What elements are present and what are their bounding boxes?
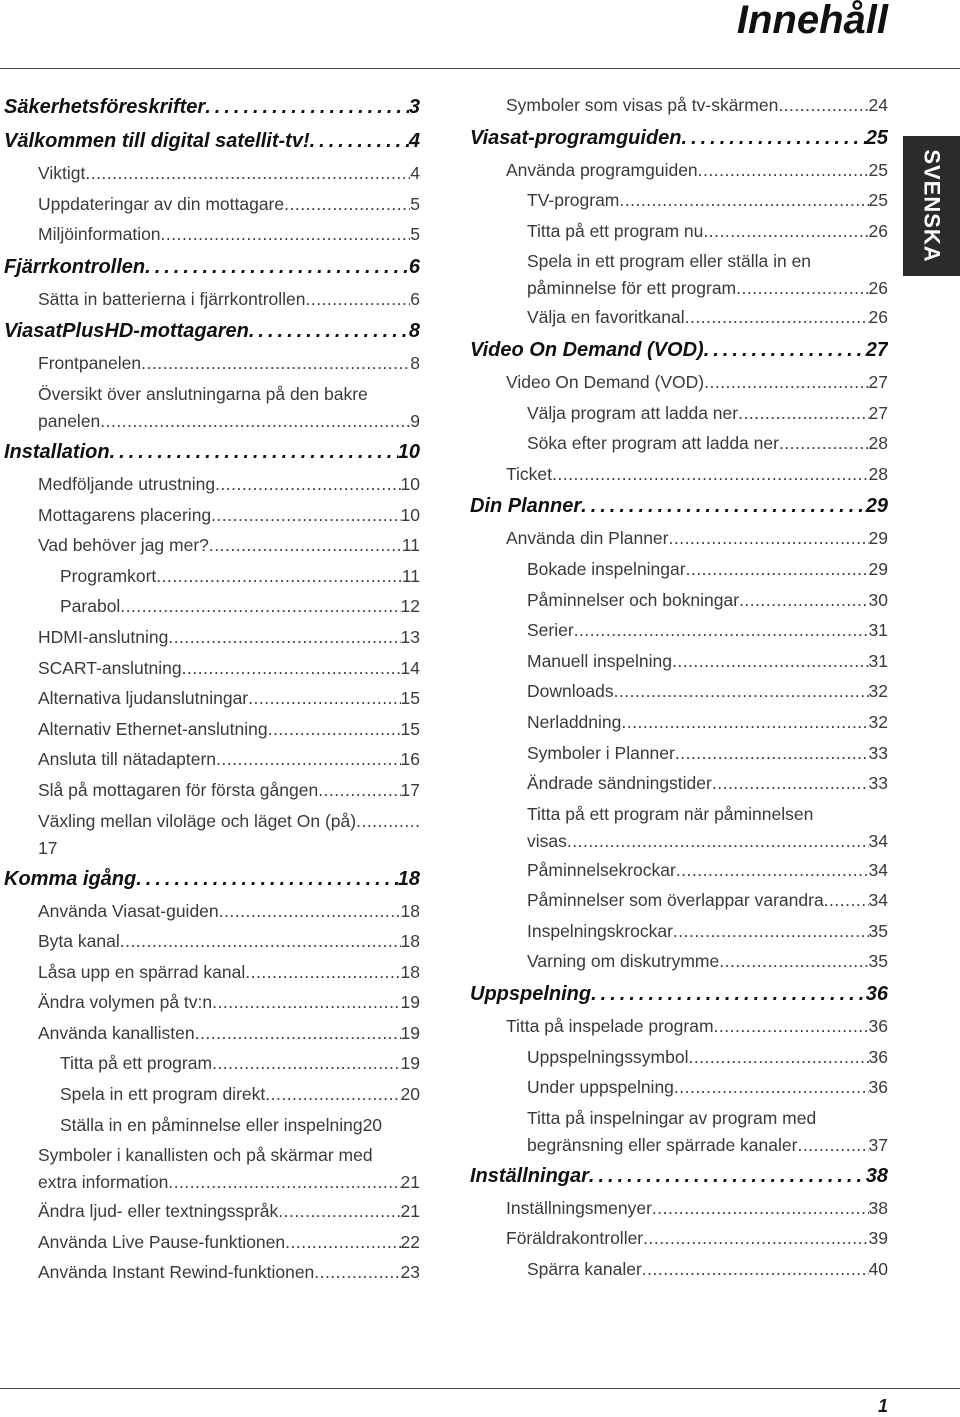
toc-label: Mottagarens placering	[38, 504, 212, 525]
toc-section[interactable]	[4, 90, 420, 124]
toc-entry[interactable]	[4, 1196, 420, 1227]
toc-page: 34	[868, 830, 888, 851]
toc-label: Föräldrakontroller	[506, 1228, 644, 1249]
toc-entry[interactable]	[470, 801, 888, 855]
toc-page: 35	[868, 951, 888, 972]
toc-label: Frontpanelen	[38, 353, 142, 374]
toc-page: 36	[868, 1077, 888, 1098]
toc-section[interactable]	[470, 1159, 888, 1193]
toc-label: Ändrade sändningstider	[527, 773, 712, 794]
toc-entry[interactable]	[4, 1227, 420, 1258]
toc-page: 15	[400, 718, 420, 739]
toc-entry[interactable]	[470, 554, 888, 585]
toc-page: 16	[400, 749, 420, 770]
toc-page: 11	[401, 565, 420, 586]
toc-page: 6	[408, 255, 420, 278]
toc-entry[interactable]	[470, 738, 888, 769]
toc-page: 6	[410, 288, 420, 309]
toc-label: Titta på inspelade program	[506, 1016, 714, 1037]
toc-label: Titta på ett program	[60, 1053, 213, 1074]
toc-page: 19	[400, 1053, 420, 1074]
toc-entry[interactable]	[470, 646, 888, 677]
toc-entry[interactable]	[470, 707, 888, 738]
toc-label: Bokade inspelningar	[527, 558, 686, 579]
toc-label: Påminnelser som överlappar varandra	[527, 890, 824, 911]
toc-page: 26	[868, 278, 888, 299]
toc-label: Downloads	[527, 681, 614, 702]
toc-entry[interactable]	[470, 185, 888, 216]
page-title: Innehåll	[736, 0, 888, 42]
toc-page: 21	[400, 1201, 420, 1222]
toc-entry[interactable]	[4, 1079, 420, 1110]
toc-entry[interactable]	[4, 469, 420, 500]
toc-section[interactable]	[4, 250, 420, 284]
toc-page: 27	[868, 402, 888, 423]
toc-entry[interactable]	[470, 1105, 888, 1159]
toc-label: Viasat-programguiden	[470, 126, 682, 149]
toc-page: 13	[400, 626, 420, 647]
toc-entry[interactable]	[4, 808, 420, 862]
toc-label: Spela in ett program direkt	[60, 1084, 266, 1105]
toc-right-column	[470, 90, 888, 1285]
toc-entry[interactable]	[4, 591, 420, 622]
toc-label-line1: Titta på ett program när påminnelsen	[527, 803, 814, 824]
toc-section[interactable]	[4, 124, 420, 158]
toc-label: Alternativa ljudanslutningar	[38, 688, 249, 709]
language-tab	[903, 136, 960, 276]
toc-entry[interactable]	[4, 1018, 420, 1049]
toc-label: Använda Viasat-guiden	[38, 900, 219, 921]
toc-label-line1: Symboler i kanallisten och på skärmar med	[38, 1145, 373, 1166]
language-tab-label: SVENSKA	[919, 149, 945, 263]
toc-label-line2: påminnelse för ett program	[527, 278, 737, 299]
toc-page: 35	[868, 920, 888, 941]
toc-page: 18	[397, 867, 420, 890]
toc-label: Video On Demand (VOD)	[470, 338, 704, 361]
toc-entry[interactable]	[4, 714, 420, 745]
toc-entry[interactable]	[4, 1110, 420, 1141]
toc-page: 36	[865, 983, 888, 1006]
toc-page: 5	[410, 193, 420, 214]
toc-entry[interactable]	[470, 90, 888, 121]
toc-label-line2: begränsning eller spärrade kanaler	[527, 1134, 798, 1155]
toc-label: Viktigt	[38, 163, 86, 183]
toc-label: Varning om diskutrymme	[527, 951, 720, 972]
toc-entry[interactable]	[4, 1142, 420, 1196]
toc-label: Använda kanallisten	[38, 1022, 195, 1043]
toc-label-line1: Spela in ett program eller ställa in en	[527, 251, 812, 272]
toc-page: 4	[408, 130, 420, 152]
toc-page: 18	[400, 961, 420, 982]
toc-entry[interactable]	[470, 885, 888, 916]
toc-label: Serier	[527, 620, 574, 641]
toc-page: 10	[400, 504, 420, 525]
toc-entry[interactable]	[470, 1193, 888, 1224]
toc-label: Fjärrkontrollen	[4, 255, 146, 278]
toc-page: 32	[868, 711, 888, 732]
toc-page: 33	[868, 773, 888, 794]
toc-entry[interactable]	[4, 957, 420, 988]
toc-label: Påminnelser och bokningar	[527, 589, 740, 610]
top-divider	[0, 68, 960, 69]
toc-label-line2: visas	[527, 830, 567, 851]
toc-page: 31	[868, 620, 888, 641]
toc-entry[interactable]	[470, 459, 888, 490]
toc-label: Använda din Planner	[506, 528, 669, 549]
toc-label: SCART-anslutning	[38, 657, 182, 678]
toc-label: Miljöinformation	[38, 224, 161, 245]
toc-entry[interactable]	[470, 428, 888, 459]
toc-entry[interactable]	[4, 653, 420, 684]
toc-label: Parabol	[60, 596, 121, 617]
toc-label: Byta kanal	[38, 931, 120, 952]
toc-entry[interactable]	[4, 987, 420, 1018]
toc-label: Under uppspelning	[527, 1077, 674, 1098]
toc-label: Spärra kanaler	[527, 1259, 642, 1280]
toc-entry[interactable]	[470, 615, 888, 646]
toc-entry[interactable]	[4, 896, 420, 927]
toc-page: 27	[868, 371, 888, 392]
toc-page: 10	[397, 440, 420, 463]
toc-label: Ändra volymen på tv:n	[38, 992, 213, 1013]
toc-label: Ansluta till nätadaptern	[38, 749, 217, 770]
toc-page: 29	[868, 528, 888, 549]
toc-label-line1: Översikt över anslutningarna på den bakre	[38, 383, 368, 404]
toc-page: 12	[400, 596, 420, 617]
toc-entry[interactable]	[470, 1072, 888, 1103]
toc-page: 3	[408, 96, 420, 118]
toc-entry[interactable]	[470, 855, 888, 886]
toc-entry[interactable]	[4, 500, 420, 531]
toc-page: 5	[410, 224, 420, 245]
toc-page: 28	[868, 433, 888, 454]
toc-page: 36	[868, 1016, 888, 1037]
toc-entry[interactable]	[470, 1042, 888, 1073]
toc-page: 38	[868, 1197, 888, 1218]
toc-label: Installation	[4, 440, 110, 463]
toc-entry[interactable]	[4, 1257, 420, 1288]
toc-entry[interactable]	[4, 744, 420, 775]
toc-entry[interactable]	[470, 946, 888, 977]
toc-label-line2: panelen	[38, 410, 101, 431]
toc-page: 34	[868, 859, 888, 880]
toc-label: Alternativ Ethernet-anslutning	[38, 718, 268, 739]
toc-page: 38	[865, 1164, 888, 1187]
toc-page: 26	[868, 307, 888, 328]
toc-label: Ställa in en påminnelse eller inspelning	[60, 1114, 363, 1135]
toc-section[interactable]	[4, 435, 420, 469]
toc-page: 23	[400, 1262, 420, 1283]
toc-section[interactable]	[4, 314, 420, 348]
toc-section[interactable]	[470, 121, 888, 155]
toc-page: 4	[410, 163, 420, 183]
toc-entry[interactable]	[4, 926, 420, 957]
toc-entry[interactable]	[4, 348, 420, 379]
toc-label: Uppspelning	[470, 983, 592, 1006]
toc-entry[interactable]	[4, 219, 420, 250]
toc-label: Ticket	[506, 463, 553, 484]
toc-entry[interactable]	[470, 585, 888, 616]
toc-label: Titta på ett program nu	[527, 220, 704, 241]
toc-entry[interactable]	[470, 916, 888, 947]
bottom-divider	[0, 1388, 960, 1389]
toc-label: Låsa upp en spärrad kanal	[38, 961, 246, 982]
toc-entry[interactable]	[470, 523, 888, 554]
toc-entry[interactable]	[470, 1223, 888, 1254]
toc-entry[interactable]	[470, 1254, 888, 1285]
toc-page: 18	[400, 931, 420, 952]
toc-section[interactable]	[4, 862, 420, 896]
toc-page: 25	[868, 190, 888, 211]
toc-page: 34	[868, 890, 888, 911]
toc-label: Programkort	[60, 565, 157, 586]
toc-page: 28	[868, 463, 888, 484]
toc-entry[interactable]	[470, 768, 888, 799]
toc-label: Symboler som visas på tv-skärmen	[506, 95, 779, 115]
toc-label: Inställningsmenyer	[506, 1197, 652, 1218]
toc-label: Välja en favoritkanal	[527, 307, 685, 328]
toc-label: Säkerhetsföreskrifter	[4, 96, 206, 118]
toc-label: ViasatPlusHD-mottagaren	[4, 320, 249, 343]
toc-entry[interactable]	[470, 398, 888, 429]
toc-page: 29	[865, 495, 888, 518]
toc-label: Ändra ljud- eller textningsspråk	[38, 1201, 279, 1222]
toc-label: HDMI-anslutning	[38, 626, 169, 647]
toc-left-column	[4, 90, 420, 1288]
toc-page: 39	[868, 1228, 888, 1249]
toc-label: Uppspelningssymbol	[527, 1046, 689, 1067]
toc-label-line1: Titta på inspelningar av program med	[527, 1107, 817, 1128]
toc-entry[interactable]	[470, 676, 888, 707]
toc-label: Din Planner	[470, 495, 582, 518]
toc-page: 32	[868, 681, 888, 702]
toc-entry[interactable]	[470, 367, 888, 398]
toc-page: 24	[868, 95, 888, 115]
toc-page: 19	[400, 992, 420, 1013]
toc-page: 15	[400, 688, 420, 709]
toc-page: 11	[401, 535, 420, 556]
toc-label: Använda Live Pause-funktionen	[38, 1231, 286, 1252]
page-number: 1	[877, 1396, 888, 1416]
toc-page: 9	[410, 410, 420, 431]
toc-entry[interactable]	[4, 775, 420, 806]
toc-entry[interactable]	[4, 561, 420, 592]
toc-section[interactable]	[470, 977, 888, 1011]
toc-section[interactable]	[470, 489, 888, 523]
toc-label: Medföljande utrustning	[38, 473, 216, 494]
toc-label: Uppdateringar av din mottagare	[38, 193, 285, 214]
toc-page: 8	[408, 320, 420, 343]
toc-page: 21	[400, 1172, 420, 1193]
toc-page: 17	[400, 779, 420, 800]
toc-entry[interactable]	[4, 158, 420, 189]
toc-page: 25	[868, 159, 888, 180]
toc-page: 33	[868, 742, 888, 763]
toc-entry[interactable]	[470, 216, 888, 247]
toc-entry[interactable]	[4, 284, 420, 315]
toc-page: 37	[868, 1134, 888, 1155]
toc-label: Inspelningskrockar	[527, 920, 673, 941]
toc-page: 17	[38, 837, 58, 858]
toc-entry[interactable]	[4, 683, 420, 714]
toc-label: Använda programguiden	[506, 159, 698, 180]
toc-page: 40	[868, 1259, 888, 1280]
toc-page: 14	[400, 657, 420, 678]
toc-label-line2: extra information	[38, 1172, 169, 1193]
toc-page: 20	[400, 1084, 420, 1105]
toc-page: 20	[362, 1114, 383, 1135]
toc-page: 29	[868, 558, 888, 579]
toc-label: Använda Instant Rewind-funktionen	[38, 1262, 315, 1283]
toc-label: Inställningar	[470, 1164, 589, 1187]
toc-page: 8	[410, 353, 420, 374]
toc-label: Symboler i Planner	[527, 742, 675, 763]
toc-entry[interactable]	[470, 155, 888, 186]
toc-page: 25	[865, 126, 888, 149]
toc-entry[interactable]	[470, 302, 888, 333]
toc-page: 10	[400, 473, 420, 494]
toc-label: Söka efter program att ladda ner	[527, 433, 779, 454]
toc-page: 22	[400, 1231, 420, 1252]
toc-label: Påminnelsekrockar	[527, 859, 676, 880]
toc-entry[interactable]	[4, 1048, 420, 1079]
toc-entry[interactable]	[4, 381, 420, 435]
toc-page: 18	[400, 900, 420, 921]
toc-page: 27	[865, 338, 888, 361]
toc-label: Komma igång	[4, 867, 137, 890]
toc-entry[interactable]	[470, 1011, 888, 1042]
toc-section[interactable]	[470, 333, 888, 367]
toc-page: 26	[868, 220, 888, 241]
toc-label: Slå på mottagaren för första gången	[38, 779, 319, 800]
toc-entry[interactable]	[4, 530, 420, 561]
toc-label: Vad behöver jag mer?	[38, 535, 209, 556]
toc-page: 30	[868, 589, 888, 610]
toc-label-line1: Växling mellan viloläge och läget On (på)	[38, 810, 357, 831]
toc-page: 36	[868, 1046, 888, 1067]
toc-label: Nerladdning	[527, 711, 622, 732]
toc-label: Manuell inspelning	[527, 650, 672, 671]
toc-label: Sätta in batterierna i fjärrkontrollen	[38, 288, 306, 309]
toc-entry[interactable]	[4, 622, 420, 653]
toc-label: Välkommen till digital satellit-tv!	[4, 130, 310, 152]
toc-entry[interactable]	[4, 189, 420, 220]
toc-label: Video On Demand (VOD)	[506, 371, 705, 392]
toc-entry[interactable]	[470, 248, 888, 302]
toc-label: Välja program att ladda ner	[527, 402, 739, 423]
toc-page: 19	[400, 1022, 420, 1043]
toc-label: TV-program	[527, 190, 620, 211]
toc-page: 31	[868, 650, 888, 671]
